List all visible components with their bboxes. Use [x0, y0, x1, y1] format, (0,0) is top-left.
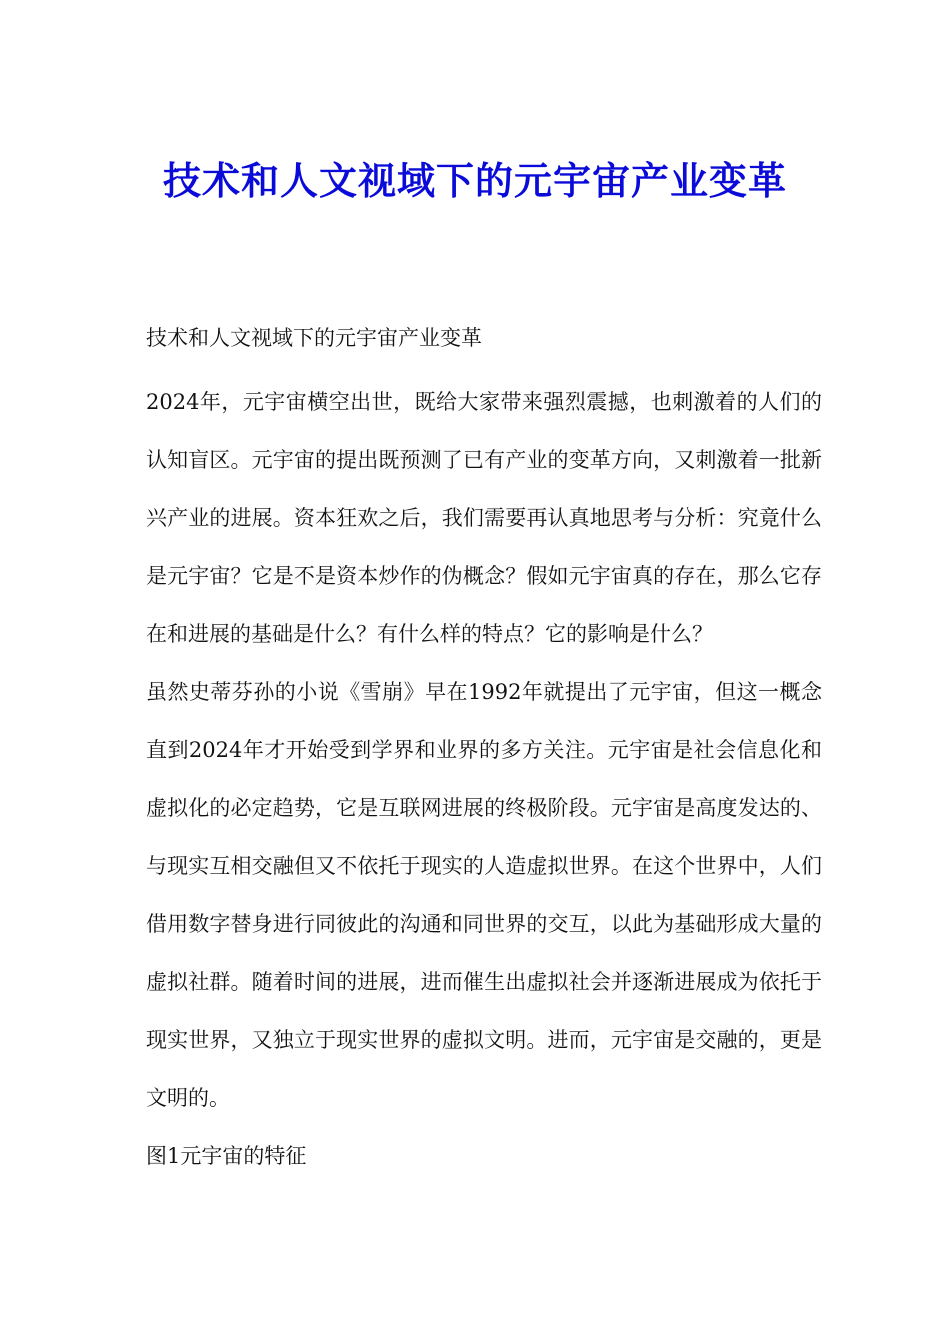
paragraph-1: 2024年，元宇宙横空出世，既给大家带来强烈震撼，也刺激着的人们的认知盲区。元宇宙的提出既预测了已有产业的变革方向，又刺激着一批新兴产业的进展。资本狂欢之后，我们需要再认真地思考与分析：究竟什么是元宇宙？它是不是资本炒作的伪概念？假如元宇宙真的存在，那么它存在和进展的基础是什么？有什么样的特点？它的影响是什么？ [146, 390, 822, 646]
document-title: 技术和人文视域下的元宇宙产业变革 [162, 158, 787, 204]
figure-caption: 图1元宇宙的特征 [146, 1144, 307, 1168]
paragraph-2: 虽然史蒂芬孙的小说《雪崩》早在1992年就提出了元宇宙，但这一概念直到2024年才开始受到学界和业界的多方关注。元宇宙是社会信息化和虚拟化的必定趋势，它是互联网进展的终极阶段。元宇宙是高度发达的、与现实互相交融但又不依托于现实的人造虚拟世界。在这个世界中，人们借用数字替身进行同彼此的沟通和同世界的交互，以此为基础形成大量的虚拟社群。随着时间的进展，进而催生出虚拟社会并逐渐进展成为依托于现实世界，又独立于现实世界的虚拟文明。进而，元宇宙是交融的，更是文明的。 [146, 680, 822, 1110]
document-body [146, 316, 822, 1185]
document-subtitle: 技术和人文视域下的元宇宙产业变革 [146, 326, 482, 350]
